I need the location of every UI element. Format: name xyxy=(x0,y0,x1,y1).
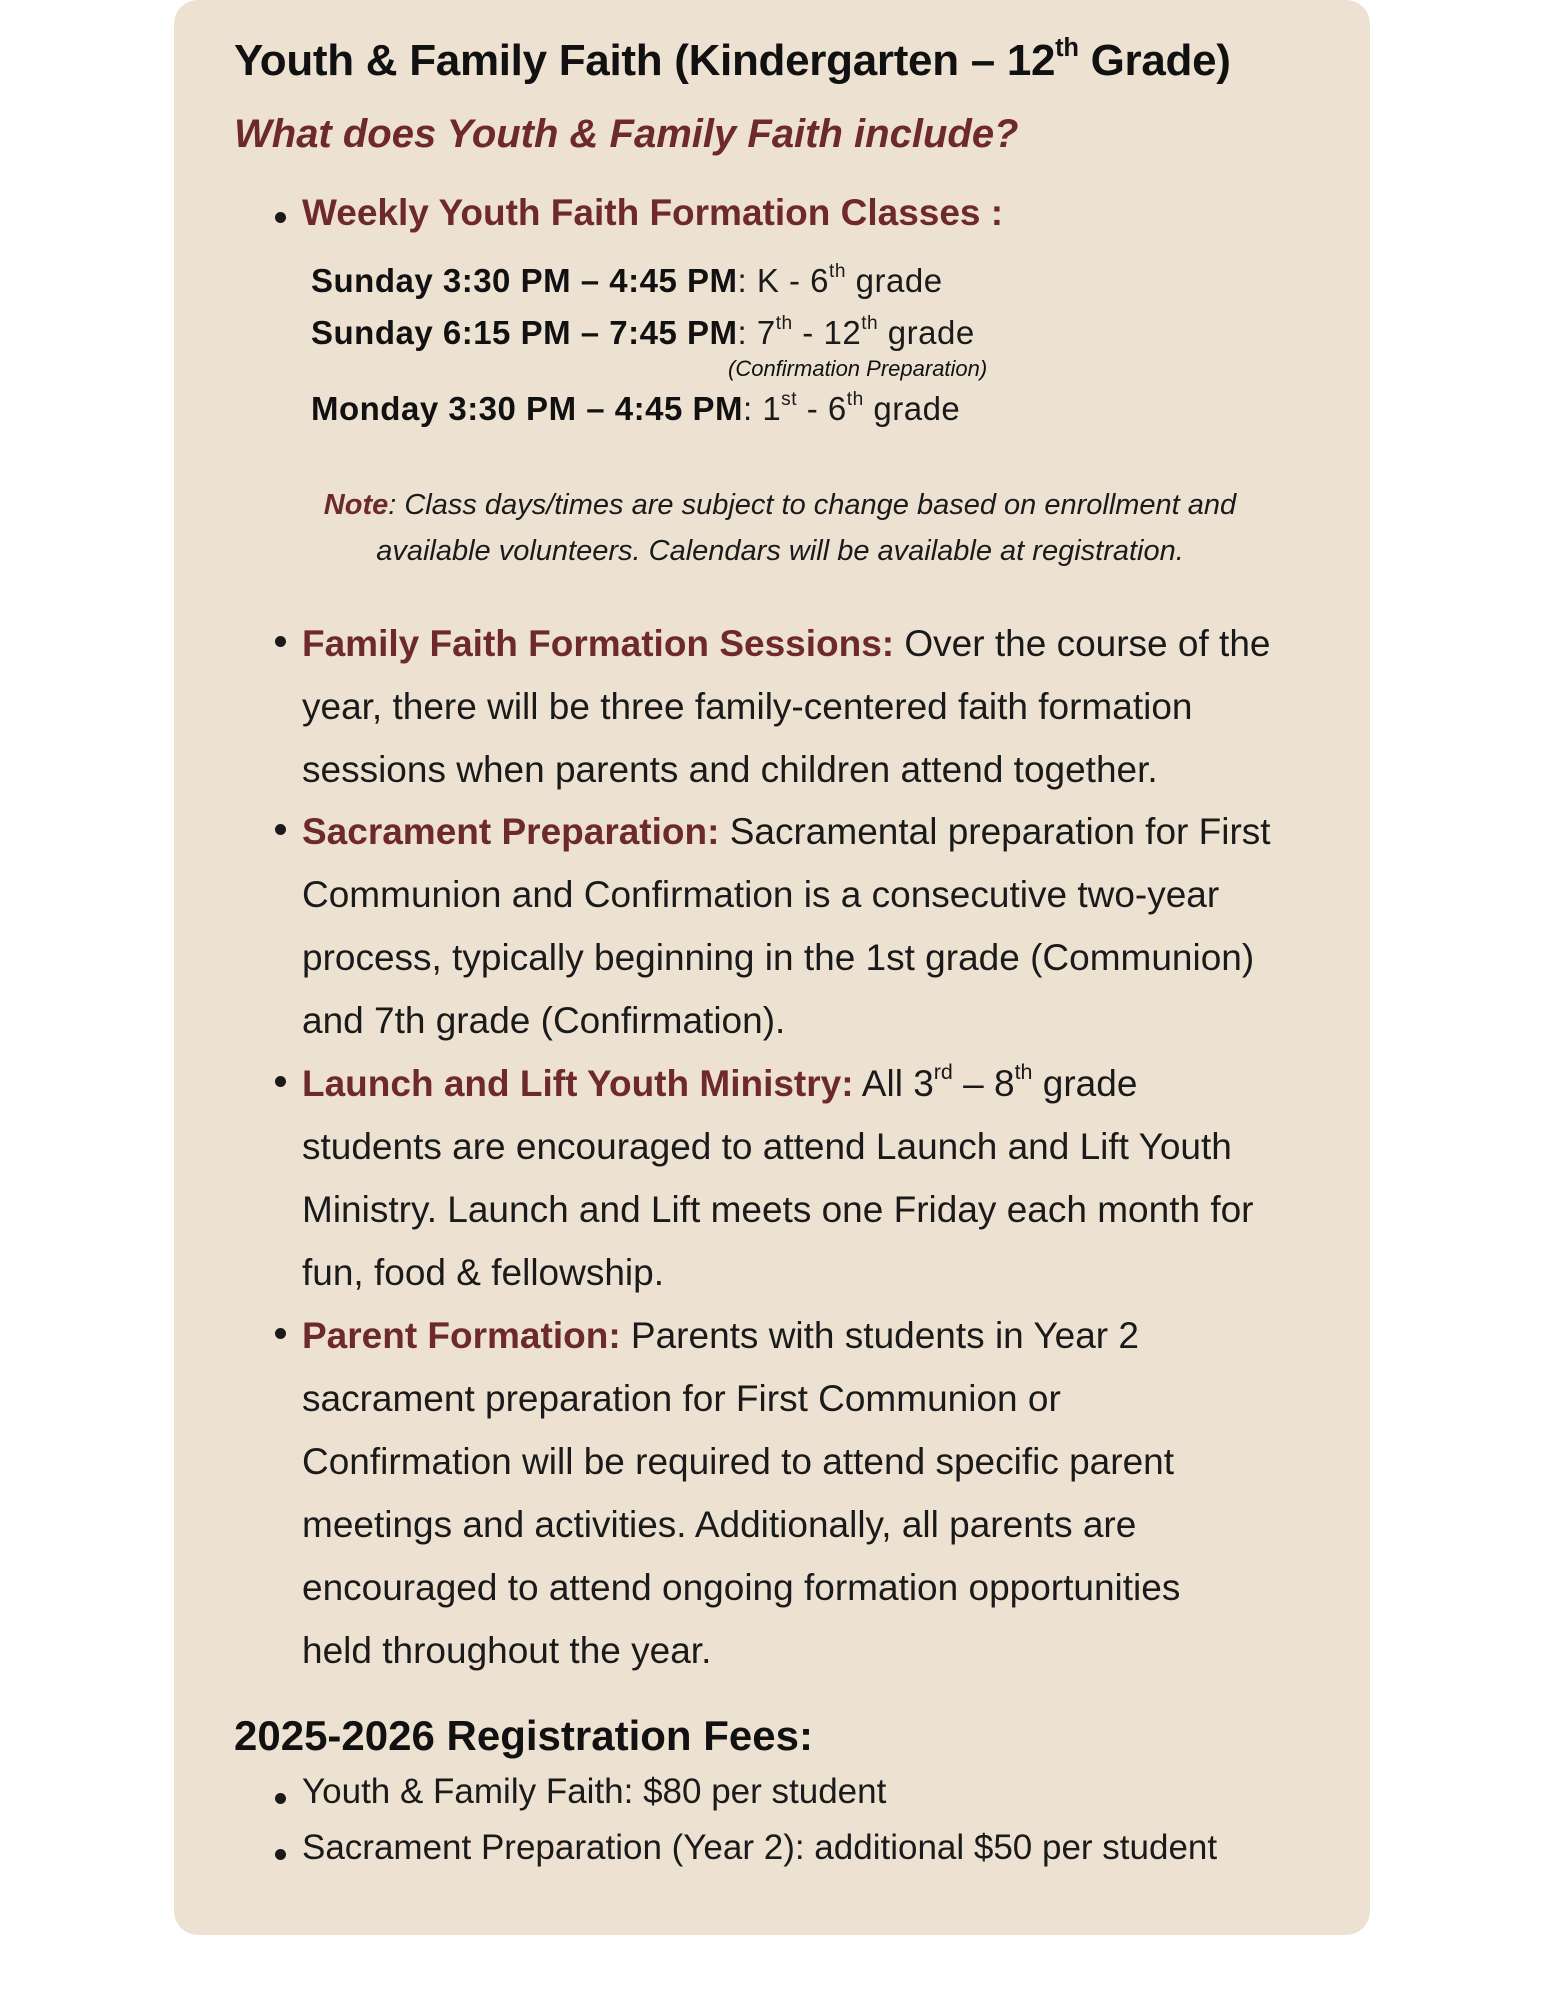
list-item-launch-lift: Launch and Lift Youth Ministry: All 3rd – 8th grade students are encouraged to attend Launch and Lift Youth Ministry. Launch and Lift meets one Friday each month for fun, food & fellowship. xyxy=(302,1060,1254,1293)
fee-item: Youth & Family Faith: $80 per student xyxy=(302,1772,887,1811)
page-title: Youth & Family Faith (Kindergarten – 12th Grade) xyxy=(234,33,1231,85)
bullet-icon xyxy=(275,1849,286,1860)
schedule-row: Sunday 6:15 PM – 7:45 PM: 7th - 12th grade xyxy=(311,313,975,351)
list-item-parent-formation: Parent Formation: Parents with students in Year 2 sacrament preparation for First Communion or Confirmation will be required to attend specific parent meetings and activities. Additionally, all parents are encouraged to attend ongoing formation opportunities held throughout the year. xyxy=(302,1315,1181,1671)
confirmation-note: (Confirmation Preparation) xyxy=(728,356,988,381)
list-item-sacrament-prep: Sacrament Preparation: Sacramental preparation for First Communion and Confirmation is a consecutive two-year process, typically beginning in the 1st grade (Communion) and 7th grade (Confirmation). xyxy=(302,811,1271,1041)
section-subtitle: What does Youth & Family Faith include? xyxy=(234,112,1019,156)
bullet-icon xyxy=(275,1076,286,1087)
schedule-row: Sunday 3:30 PM – 4:45 PM: K - 6th grade xyxy=(311,261,943,299)
bullet-icon xyxy=(275,212,286,223)
bullet-icon xyxy=(275,636,286,647)
weekly-classes-label: Weekly Youth Faith Formation Classes : xyxy=(302,192,1004,233)
schedule-note: Note: Class days/times are subject to change based on enrollment and available volunteers. Calendars will be available at registration. xyxy=(323,489,1237,567)
fee-item: Sacrament Preparation (Year 2): additional $50 per student xyxy=(302,1828,1218,1867)
bullet-icon xyxy=(275,1328,286,1339)
fees-title: 2025-2026 Registration Fees: xyxy=(234,1712,813,1759)
bullet-icon xyxy=(275,824,286,835)
list-item-family-sessions: Family Faith Formation Sessions: Over the course of the year, there will be three family-centered faith formation sessions when parents and children attend together. xyxy=(302,623,1271,790)
bullet-icon xyxy=(275,1793,286,1804)
schedule-row: Monday 3:30 PM – 4:45 PM: 1st - 6th grade xyxy=(311,389,961,427)
